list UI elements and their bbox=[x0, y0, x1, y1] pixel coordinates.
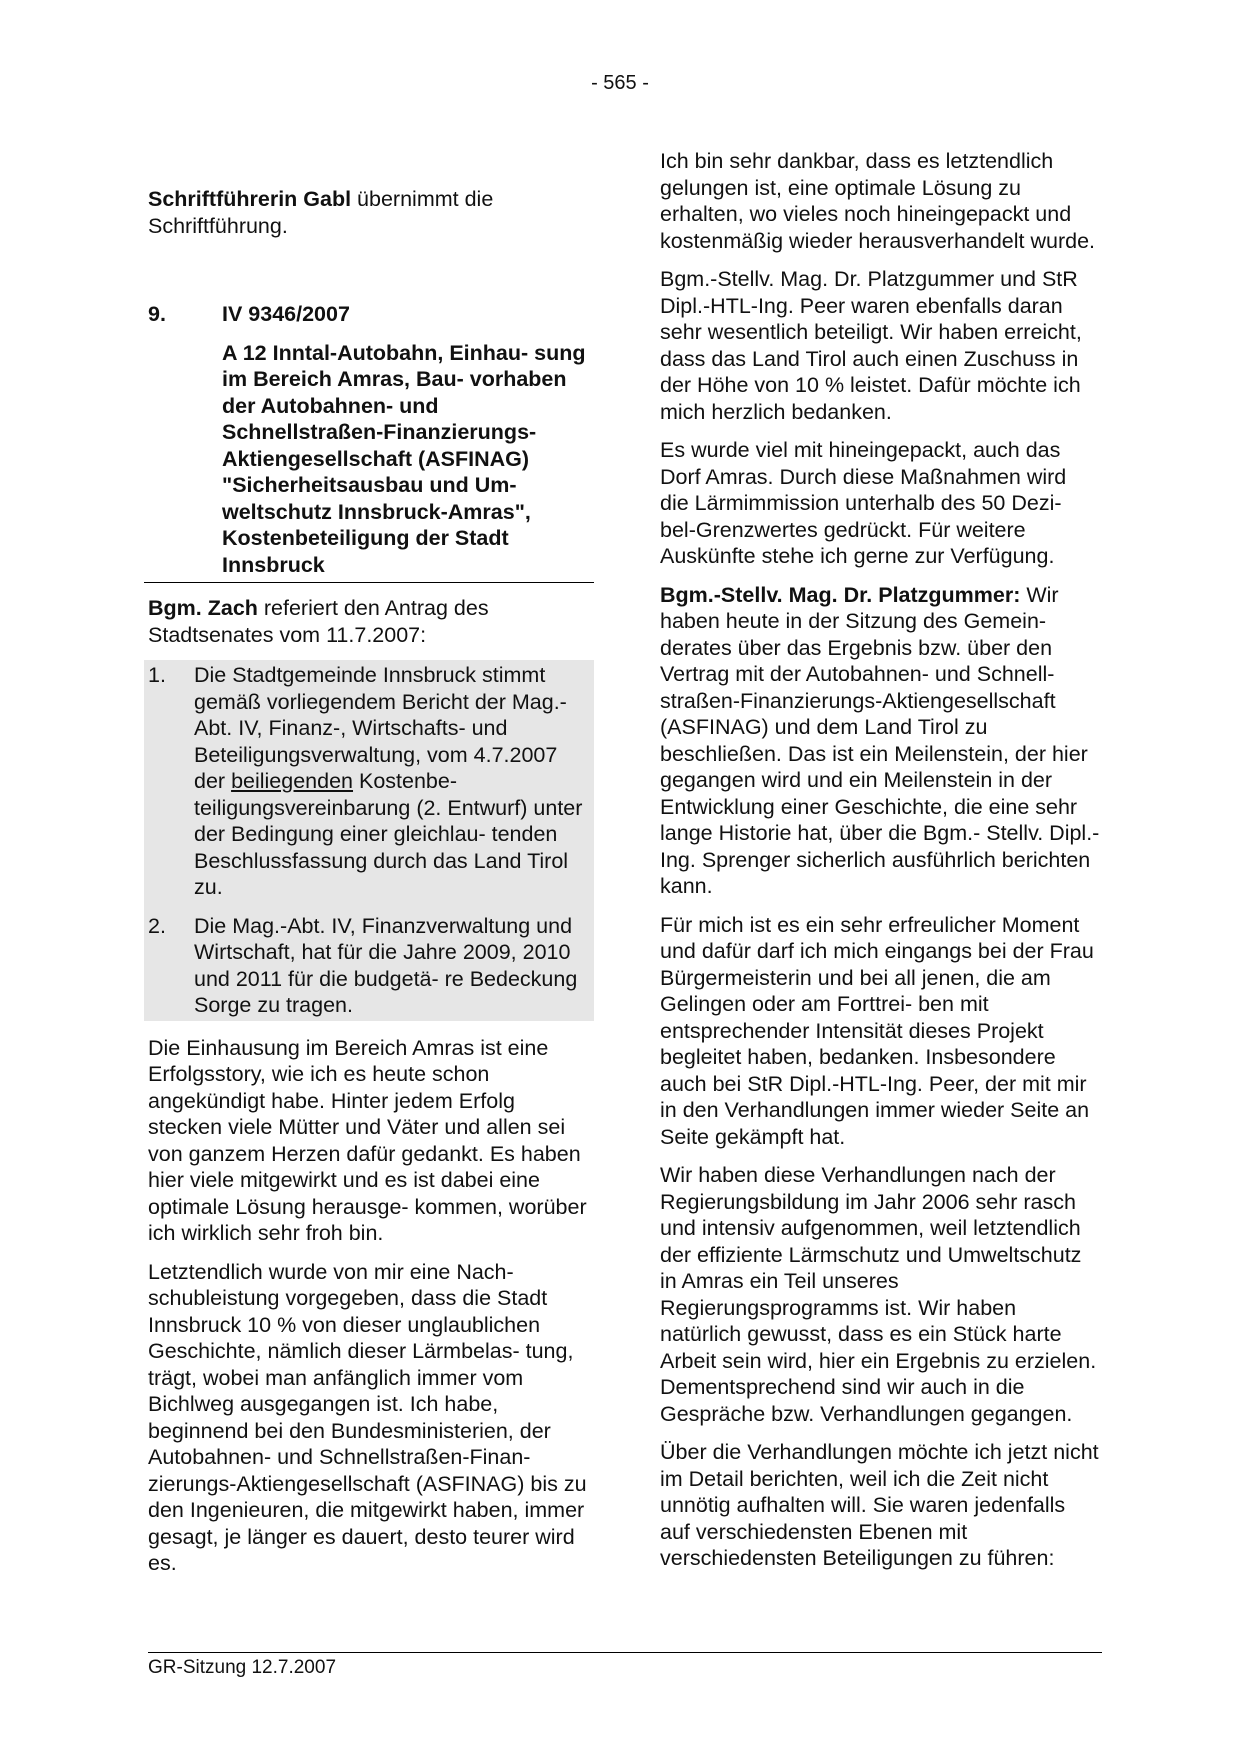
secretary-name: Schriftführerin Gabl bbox=[148, 187, 352, 211]
paragraph: Letztendlich wurde von mir eine Nach- schubleistung vorgegeben, dass die Stadt Innsbruck 10 % von dieser unglaublichen Geschichte, nämlich dieser Lärmbelas- tung, trägt, wobei man anfänglich immer vom Bichlweg ausgegangen ist. Ich habe, beginnend bei den Bundesministerien, der Autobahnen- und Schnellstraßen-Finan- zierungs-Aktiengesellschaft (ASFINAG) bis zu den Ingenieuren, die mitgewirkt haben, immer gesagt, je länger es dauert, desto teurer wird es. bbox=[148, 1259, 587, 1575]
paragraph: Für mich ist es ein sehr erfreulicher Moment und dafür darf ich mich eingangs bei der Frau Bürgermeisterin und bei all jenen, die am Gelingen oder am Forttrei- ben mit entsprechender Intensität dieses Projekt begleitet haben, bedanken. Insbesondere auch bei StR Dipl.-HTL-Ing. Peer, der mit mir in den Verhandlungen immer wieder Seite an Seite gekämpft hat. bbox=[660, 912, 1094, 1149]
paragraph: Ich bin sehr dankbar, dass es letztendlich gelungen ist, eine optimale Lösung zu erhalten, wo vieles noch hineingepackt und kostenmäßig wieder herausverhandelt wurde. bbox=[660, 149, 1096, 253]
motion-box bbox=[144, 660, 594, 1021]
motion-intro bbox=[148, 595, 590, 648]
secretary-note-text: übernimmt die Schriftführung. bbox=[148, 187, 494, 238]
agenda-reference: IV 9346/2007 bbox=[222, 302, 350, 326]
agenda-title: A 12 Inntal-Autobahn, Einhau- sung im Bereich Amras, Bau- vorhaben der Autobahnen- und Schnellstraßen-Finanzierungs- Aktiengesellschaft (ASFINAG) "Sicherheitsausbau und Um- weltschutz Innsbruck-Amras", Kostenbeteiligung der Stadt Innsbruck bbox=[222, 340, 586, 577]
paragraph: Über die Verhandlungen möchte ich jetzt nicht im Detail berichten, weil ich die Zeit nicht unnötig aufhalten will. Sie waren jedenfalls auf verschiedensten Ebenen mit verschiedensten Beteiligungen zu führen: bbox=[660, 1440, 1099, 1570]
motion-item bbox=[148, 913, 590, 1019]
motion-item-text: Die Mag.-Abt. IV, Finanzverwaltung und Wirtschaft, hat für die Jahre 2009, 2010 und 2011 für die budgetä- re Bedeckung Sorge zu tragen. bbox=[194, 913, 578, 1017]
secretary-note bbox=[148, 186, 590, 239]
paragraph: Bgm.-Stellv. Mag. Dr. Platzgummer und StR Dipl.-HTL-Ing. Peer waren ebenfalls daran sehr wesentlich beteiligt. Wir haben erreicht, dass das Land Tirol auch einen Zuschuss in der Höhe von 10 % leistet. Dafür möchte ich mich herzlich bedanken. bbox=[660, 267, 1082, 424]
agenda-number: 9. bbox=[148, 302, 166, 326]
speaker-name: Bgm.-Stellv. Mag. Dr. Platzgummer: bbox=[660, 582, 1021, 607]
footer-text: GR-Sitzung 12.7.2007 bbox=[148, 1657, 337, 1678]
agenda-divider bbox=[144, 582, 594, 583]
paragraph: Es wurde viel mit hineingepackt, auch das Dorf Amras. Durch diese Maßnahmen wird die Lärmimmission unterhalb des 50 Dezi- bel-Grenzwertes gedrückt. Für weitere Auskünfte stehe ich gerne zur Verfügung. bbox=[660, 438, 1067, 568]
motion-item-number: 1. bbox=[148, 663, 166, 687]
page-number: - 565 - bbox=[591, 72, 649, 94]
paragraph: Wir haben diese Verhandlungen nach der Regierungsbildung im Jahr 2006 sehr rasch und intensiv aufgenommen, weil letztendlich der effiziente Lärmschutz und Umweltschutz in Amras ein Teil unseres Regierungsprogramms ist. Wir haben natürlich gewusst, dass es ein Stück harte Arbeit sein wird, hier ein Ergebnis zu erzielen. Dementsprechend sind wir auch in die Gespräche bzw. Verhandlungen gegangen. bbox=[660, 1163, 1097, 1426]
footer-divider bbox=[148, 1652, 1102, 1653]
motion-item bbox=[148, 662, 590, 901]
underlined-word: beiliegenden bbox=[231, 769, 354, 793]
paragraph: Die Einhausung im Bereich Amras ist eine Erfolgsstory, wie ich es heute schon angekündigt habe. Hinter jedem Erfolg stecken viele Mütter und Väter und allen sei von ganzem Herzen dafür gedankt. Es haben hier viele mitgewirkt und es ist dabei eine optimale Lösung herausge- kommen, worüber ich wirklich sehr froh bin. bbox=[148, 1035, 587, 1245]
agenda-item-header bbox=[148, 301, 590, 328]
speaker-name: Bgm. Zach bbox=[148, 596, 258, 620]
right-column bbox=[660, 148, 1100, 1584]
motion-item-text: Die Stadtgemeinde Innsbruck stimmt gemäß vorliegendem Bericht der Mag.-Abt. IV, Finanz-, Wirtschafts- und Beteiligungsverwaltung, vom 4.7.2007 der beiliegenden Kostenbe- teiligungsvereinbarung (2. Entwurf) unter der Bedingung einer gleichlau- tenden Beschlussfassung durch das Land Tirol zu. bbox=[194, 663, 583, 899]
motion-item-number: 2. bbox=[148, 913, 166, 938]
motion-intro-text: referiert den Antrag des Stadtsenates vom 11.7.2007: bbox=[148, 596, 489, 647]
left-column bbox=[148, 186, 590, 1589]
speaker-paragraph: Bgm.-Stellv. Mag. Dr. Platzgummer: Wir haben heute in der Sitzung des Gemein- derates über das Ergebnis bzw. über den Vertrag mit der Autobahnen- und Schnell- straßen-Finanzierungs-Aktiengesellschaft (ASFINAG) und dem Land Tirol zu beschließen. Das ist ein Meilenstein, der hier gegangen wird und ein Meilenstein in der Entwicklung einer Geschichte, die eine sehr lange Historie hat, über die Bgm.- Stellv. Dipl.-Ing. Sprenger sicherlich ausführlich berichten kann. bbox=[660, 582, 1100, 898]
